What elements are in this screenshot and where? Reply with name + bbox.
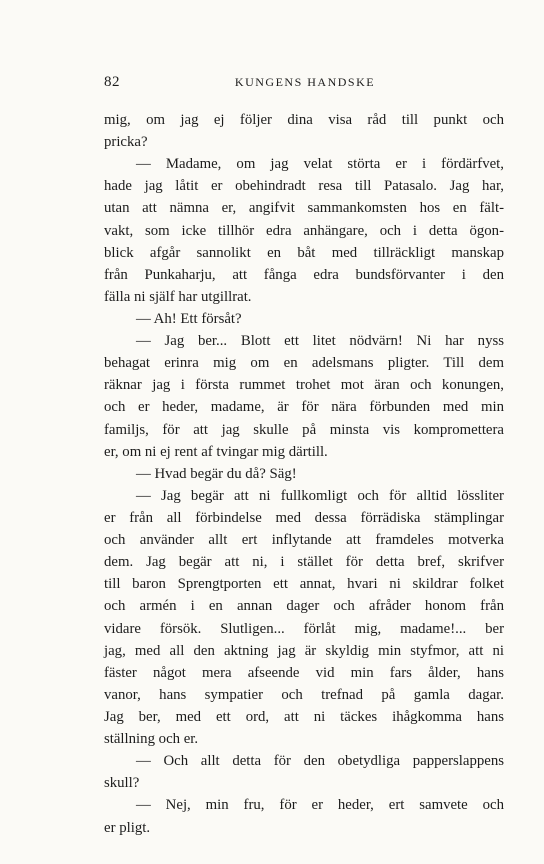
text-line: — Nej, min fru, för er heder, ert samvete och xyxy=(136,797,504,814)
text-line: och er heder, madame, är för nära förbunden med min xyxy=(104,399,504,416)
text-line: hade jag låtit er obehindradt resa till Patasalo. Jag har, xyxy=(104,178,504,195)
running-title: KUNGENS HANDSKE xyxy=(234,75,376,89)
text-line: mig, om jag ej följer dina visa råd till punkt och xyxy=(104,112,504,128)
text-line: familjs, för att jag skulle på minsta vis kompromettera xyxy=(104,421,504,438)
text-line: — Jag begär att ni fullkomligt och för alltid lössliter xyxy=(136,487,504,504)
text-line: ställning och er. xyxy=(104,731,199,748)
text-line: fäster något mera afseende vid min fars ålder, hans xyxy=(104,664,504,681)
text-line: vanor, hans sympatier och trefnad på gamla dagar. xyxy=(104,686,504,703)
text-line: fälla ni själf har utgillrat. xyxy=(104,288,252,305)
text-line: — Ah! Ett försåt? xyxy=(136,310,242,327)
text-line: er, om ni ej rent af tvingar mig därtill. xyxy=(104,443,328,460)
text-line: blick afgår sannolikt en båt med tillräckligt manskap xyxy=(104,244,504,261)
text-line: pricka? xyxy=(104,134,148,151)
text-line: från Punkaharju, att fånga edra bundsförvanter i den xyxy=(104,266,504,283)
text-line: dem. Jag begär att ni, i stället för detta bref, skrifver xyxy=(104,554,504,571)
text-line: vakt, som icke tillhör edra anhängare, och i detta ögon- xyxy=(104,222,504,239)
page-number: 82 xyxy=(104,74,120,90)
text-line: och använder allt ert inflytande att framdeles motverka xyxy=(104,532,504,549)
text-line: — Och allt detta för den obetydliga papperslappens xyxy=(136,753,504,770)
text-line: behagat erinra mig om en adelsmans pligter. Till dem xyxy=(104,355,504,372)
text-line: vidare försök. Slutligen... förlåt mig, madame!... ber xyxy=(104,620,504,637)
text-line: till baron Sprengtporten ett annat, hvari ni skildrar folket xyxy=(104,576,504,593)
text-line: utan att nämna er, angifvit sammankomsten hos en fält- xyxy=(104,200,504,217)
text-line: — Madame, om jag velat störta er i fördärfvet, xyxy=(136,156,504,173)
page-header xyxy=(104,74,506,94)
text-line: Jag ber, med ett ord, att ni täckes ihågkomma hans xyxy=(104,708,504,725)
text-line: räknar jag i första rummet trohet mot äran och konungen, xyxy=(104,377,504,394)
text-line: och armén i en annan dager och afråder honom från xyxy=(104,598,504,615)
text-line: skull? xyxy=(104,775,140,792)
text-line: er pligt. xyxy=(104,819,151,836)
text-line: — Jag ber... Blott ett litet nödvärn! Ni har nyss xyxy=(136,333,504,350)
body-text xyxy=(104,109,504,839)
text-line: jag, med all den aktning jag är skyldig min styfmor, att ni xyxy=(104,642,504,659)
text-line: — Hvad begär du då? Säg! xyxy=(136,465,297,482)
text-line: er från all förbindelse med dessa förrädiska stämplingar xyxy=(104,509,504,526)
